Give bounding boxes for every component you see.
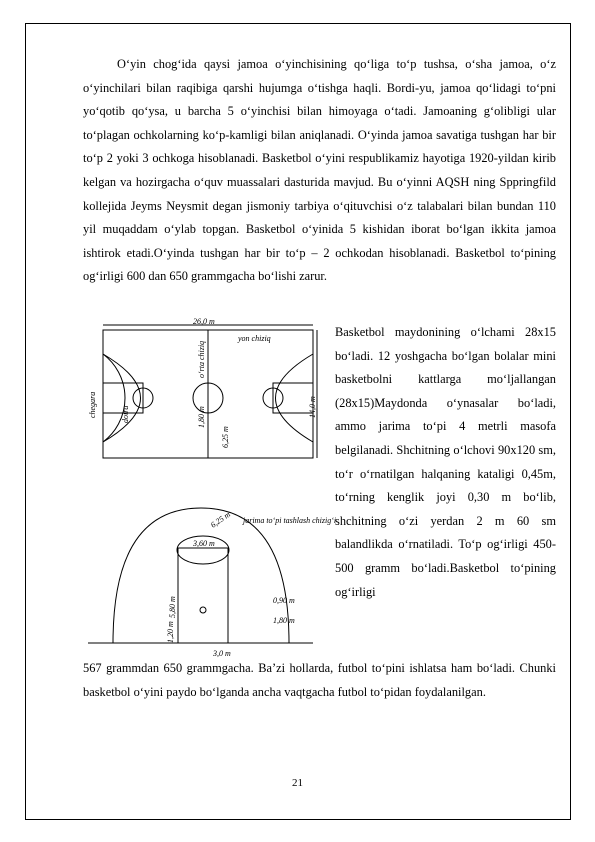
line-2-label: doira [121, 405, 130, 423]
width-label: 14,0 m [308, 396, 317, 418]
key-length-label: 5,80 m [168, 596, 177, 618]
right-key [273, 383, 313, 413]
center-circle-label: 1,80 m [197, 406, 206, 428]
center-line-label: o‘rta chiziq [197, 340, 206, 378]
paragraph-intro: O‘yin chog‘ida qaysi jamoa o‘yinchisining qo‘liga to‘p tushsa, o‘sha jamoa, o‘z o‘yinchilari bilan raqibiga qarshi hujumga o‘tishga haqli. Bordi-yu, jamoa qo‘lidagi to‘pni yo‘qotib qo‘ysa, u barcha 5 o‘yinchisi bilan himoyaga o‘tadi. Jamoaning g‘olibligi ular to‘plagan ochkolarning ko‘p-kamligi bilan aniqlanadi. O‘yinda jamoa savatiga tushgan har bir to‘p 2 yoki 3 ochkoga hisoblanadi. Basketbol o‘yini respublikamiz hayotiga 1920-yildan kirib kelgan va hozirgacha o‘quv muassalari dasturida mavjud. Bu o‘yinni AQSH ning Sppringfild kollejida Jeyms Neysmit degan jismoniy tarbiya o‘qituvchisi o‘z talabalari bilan bundan 110 yil muqaddam o‘ylab topgan. Basketbol o‘yinida 5 kishidan iborat bo‘lgan ikkita jamoa ishtirok etadi.O‘yinda tushgan har bir to‘p – 2 ochkodan hisoblanadi. Basketbol to‘pining og‘irligi 600 dan 650 grammgacha bo‘lishi zarur. [83, 57, 556, 284]
d1-label: 1,20 m [166, 621, 175, 643]
page-number: 21 [292, 777, 303, 789]
free-throw-dist-label: 6,25 m [221, 426, 230, 448]
line-1-label: chegara [88, 391, 97, 418]
basketball-court-figure [83, 317, 337, 658]
key-width-label: 3,60 m [193, 539, 215, 548]
full-court-diagram [88, 317, 317, 458]
free-throw-line-label: jarima to‘pi tashlash chizig‘i [243, 516, 337, 525]
d2-label: 0,90 m [273, 596, 295, 605]
side-line-label: yon chiziq [238, 334, 271, 343]
d3-label: 1,80 m [273, 616, 295, 625]
half-court-diagram [88, 508, 336, 658]
key-area [178, 548, 228, 643]
basket [200, 607, 206, 613]
paragraph-court-size: Basketbol maydonining o‘lchami 28x15 bo‘ladi. 12 yoshgacha bo‘lgan bolalar mini basketbolni kattlarga mo‘ljallangan (28x15)Maydonda o‘ynasalar bo‘ladi, ammo jarima to‘pi 4 metrli masofa belgilanadi. Shchitning o‘lchovi 90x120 sm, to‘r o‘rnatilgan halqaning kataligi 0,45m, to‘rning kenglik joyi 0,30 m bo‘lib, shchitning o‘zi yerdan 2 m 60 sm balandlikda o‘rnatiladi. To‘p og‘irligi 450-500 gramm bo‘ladi.Basketbol to‘pining og‘irligi [335, 325, 556, 599]
left-arc [103, 354, 141, 442]
court-length-label: 26,0 m [193, 317, 215, 326]
three-point-arc [113, 508, 289, 643]
paragraph-ball-weight: 567 grammdan 650 grammgacha. Ba’zi hollarda, futbol to‘pini ishlatsa ham bo‘ladi. Chunki basketbol o‘yini paydo bo‘lganda ancha vaqtgacha futbol to‘pidan foydalanilgan. [83, 661, 556, 699]
baseline-label: 3,0 m [213, 649, 231, 658]
arc-radius-label: 6,25 m [208, 509, 232, 530]
